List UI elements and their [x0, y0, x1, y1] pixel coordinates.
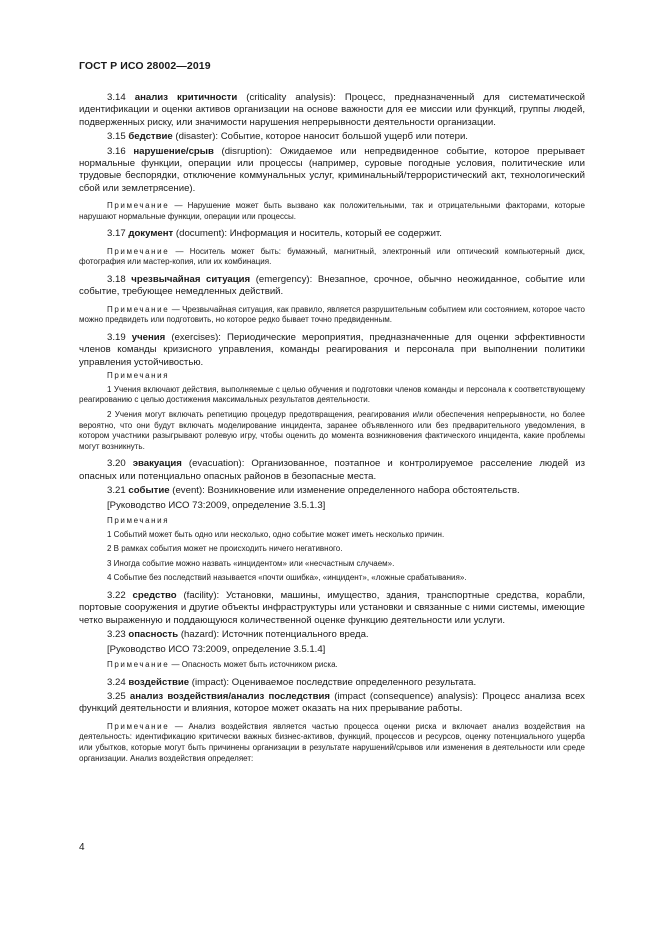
page-number: 4	[79, 842, 85, 853]
note-3-17: Примечание — Носитель может быть: бумажный, магнитный, электронный или оптический компьютерный диск, фотография или мастер-копия, или их комбинация.	[79, 246, 585, 267]
note-3-16: Примечание — Нарушение может быть вызвано как положительными, так и отрицательными факторами, которые нарушают нормальные функции, операции или процессы.	[79, 201, 585, 221]
document-header: ГОСТ Р ИСО 28002—2019	[79, 60, 211, 72]
entry-3-14: 3.14 анализ критичности (criticality analysis): Процесс, предназначенный для систематической идентификации и оценки активов организации на основе важности для ее миссии или функций, группы людей, подверженных риску, или значимости нарушения непрерывности деятельности организации.	[79, 92, 586, 128]
document-body	[79, 92, 585, 768]
entry-3-23: 3.23 опасность (hazard): Источник потенциального вреда.	[107, 629, 369, 641]
entry-3-15: 3.15 бедствие (disaster): Событие, которое наносит большой ущерб или потери.	[107, 131, 468, 143]
entry-3-24: 3.24 воздействие (impact): Оцениваемое последствие определенного результата.	[107, 676, 477, 688]
entry-3-17: 3.17 документ (document): Информация и носитель, который ее содержит.	[107, 228, 442, 240]
note-3-19-1: 1 Учения включают действия, выполняемые с целью обучения и подготовки членов команды и персонала к соответствующему реагированию с целью достижения максимальных результатов деятельности.	[79, 384, 585, 405]
notes-heading-3-21: Примечания	[107, 516, 170, 526]
note-3-21-1: 1 Событий может быть одно или несколько, одно событие может иметь несколько причин.	[107, 529, 445, 539]
entry-3-18: 3.18 чрезвычайная ситуация (emergency): Внезапное, срочное, обычно неожиданное, событие или событие, требующее немедленных действий.	[79, 274, 585, 298]
note-3-19-2: 2 Учения могут включать репетицию процедур предотвращения, реагирования и/или обеспечения непрерывности, но более вероятно, что они будут включать моделирование инцидента, заранее объявленного или без предварительного уведомления, в котором участники разыгрывают ролевую игру, чтобы оценить до момента возникновения фактического инцидента, какие проблемы могут возникнуть.	[79, 410, 585, 451]
note-3-21-2: 2 В рамках события может не происходить ничего негативного.	[107, 544, 343, 554]
reference-3-23: [Руководство ИСО 73:2009, определение 3.5.1.4]	[107, 643, 326, 655]
note-3-18: Примечание — Чрезвычайная ситуация, как правило, является разрушительным событием или состоянием, которое часто можно предвидеть или подготовить, но которое редко бывает точно предвиденным.	[79, 304, 585, 325]
notes-heading-3-19: Примечания	[107, 371, 170, 381]
note-3-25: Примечание — Анализ воздействия является частью процесса оценки риска и включает анализ воздействия на деятельность: идентификацию критически важных бизнес-активов, функций, процессов и ресурсов, оценку потенциального ущерба или убытков, которые могут быть причинены организации в результате нарушений/срывов или изменения в деятельности или среде организации. Анализ воздействия определяет:	[79, 721, 585, 763]
entry-3-16: 3.16 нарушение/срыв (disruption): Ожидаемое или непредвиденное событие, которое прерывает нормальные функции, операции или процессы (например, суровые погодные условия, политические или трудовые беспорядки, отключение коммунальных услуг, криминальный/террористический акт, технологический сбой или землетрясение).	[79, 145, 585, 194]
entry-3-22: 3.22 средство (facility): Установки, машины, имущество, здания, транспортные средства, корабли, портовые сооружения и другие объекты инфраструктуры или установки и связанные с ними системы, имеющие четко выраженную и поддающуюся количественной оценке функцию деятельности или услуги.	[79, 590, 586, 626]
reference-3-21: [Руководство ИСО 73:2009, определение 3.5.1.3]	[107, 499, 326, 511]
note-3-21-3: 3 Иногда событие можно назвать «инцидентом» или «несчастным случаем».	[107, 558, 395, 568]
entry-3-19: 3.19 учения (exercises): Периодические мероприятия, предназначенные для оценки эффективности членов команды кризисного управления, команды реагирования и персонала при выполнении политики управления устойчивостью.	[79, 332, 585, 368]
entry-3-21: 3.21 событие (event): Возникновение или изменение определенного набора обстоятельств.	[107, 485, 520, 497]
entry-3-25: 3.25 анализ воздействия/анализ последствия (impact (consequence) analysis): Процесс анализа всех функций деятельности и влияния, которое может оказать на них прерывание работы.	[79, 691, 585, 715]
note-3-23: Примечание — Опасность может быть источником риска.	[107, 660, 338, 670]
note-3-21-4: 4 Событие без последствий называется «почти ошибка», «инцидент», «ложные срабатывания».	[107, 573, 467, 583]
entry-3-20: 3.20 эвакуация (evacuation): Организованное, поэтапное и контролируемое расселение людей из опасных или потенциально опасных районов в безопасные места.	[79, 458, 585, 482]
